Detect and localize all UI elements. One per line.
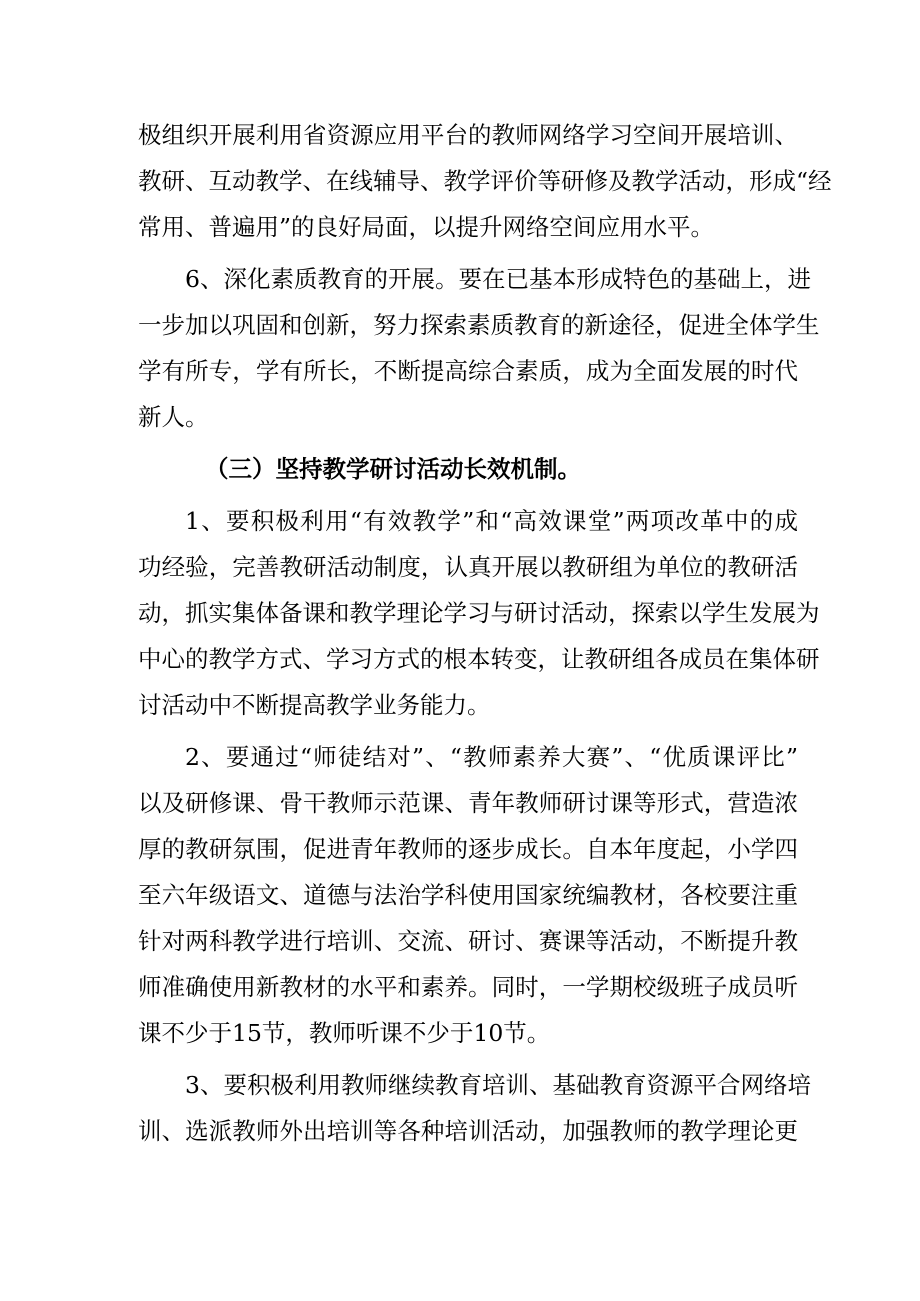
section-heading: （三）坚持教学研讨活动长效机制。 <box>205 455 581 483</box>
text-line: 以及研修课、骨干教师示范课、青年教师研讨课等形式，营造浓 <box>138 789 798 817</box>
text-line: 6、深化素质教育的开展。要在已基本形成特色的基础上，进 <box>185 265 811 293</box>
text-line: 3、要积极利用教师继续教育培训、基础教育资源平合网络培 <box>185 1071 811 1099</box>
text-line: 课不少于15节，教师听课不少于10节。 <box>138 1019 551 1047</box>
text-line: 中心的教学方式、学习方式的根本转变，让教研组各成员在集体研 <box>138 645 820 673</box>
text-line: 极组织开展利用省资源应用平台的教师网络学习空间开展培训、 <box>138 121 798 149</box>
text-line: 2、要通过“师徒结对”、“教师素养大赛”、“优质课评比” <box>185 743 798 771</box>
text-line: 针对两科教学进行培训、交流、研讨、赛课等活动，不断提升教 <box>138 927 798 955</box>
text-line: 训、选派教师外出培训等各种培训活动，加强教师的教学理论更 <box>138 1117 798 1145</box>
text-line: 一步加以巩固和创新，努力探索素质教育的新途径，促进全体学生 <box>138 311 820 339</box>
text-line: 师准确使用新教材的水平和素养。同时，一学期校级班子成员听 <box>138 973 798 1001</box>
text-line: 教研、互动教学、在线辅导、教学评价等研修及教学活动，形成“经 <box>138 167 832 195</box>
text-line: 功经验，完善教研活动制度，认真开展以教研组为单位的教研活 <box>138 553 798 581</box>
text-line: 学有所专，学有所长，不断提高综合素质，成为全面发展的时代 <box>138 357 798 385</box>
text-line: 动，抓实集体备课和教学理论学习与研讨活动，探索以学生发展为 <box>138 599 820 627</box>
text-line: 1、要积极利用“有效教学”和“高效课堂”两项改革中的成 <box>185 507 798 535</box>
text-line: 厚的教研氛围，促进青年教师的逐步成长。自本年度起，小学四 <box>138 835 798 863</box>
text-line: 常用、普遍用”的良好局面，以提升网络空间应用水平。 <box>138 213 715 241</box>
text-line: 新人。 <box>138 403 209 431</box>
text-line: 至六年级语文、道德与法治学科使用国家统编教材，各校要注重 <box>138 881 798 909</box>
text-line: 讨活动中不断提高教学业务能力。 <box>138 691 491 719</box>
